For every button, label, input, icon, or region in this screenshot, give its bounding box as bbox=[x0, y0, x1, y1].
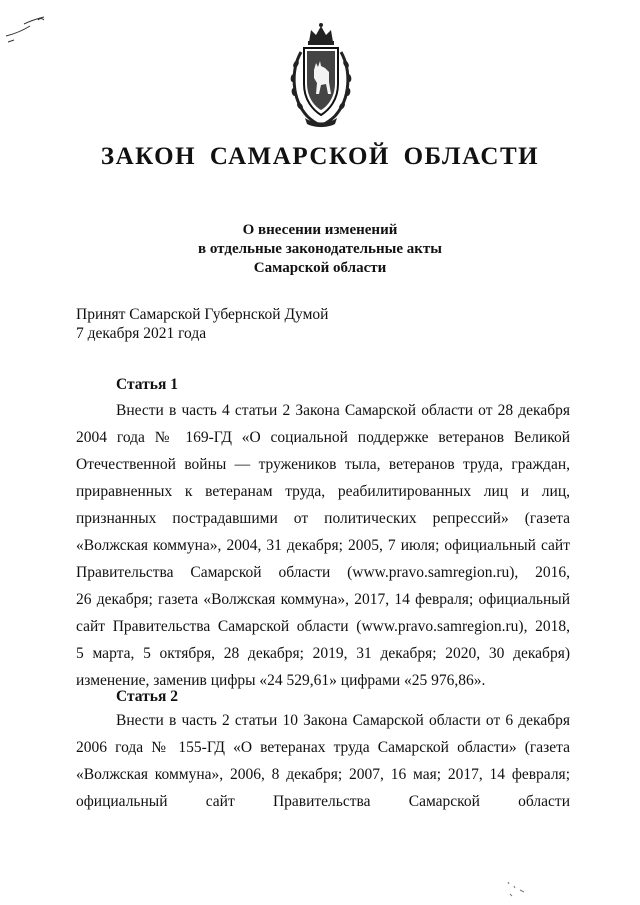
paragraph-line: «Волжская коммуна», 2004, 31 декабря; 2005, 7 июля; официальный сайт bbox=[76, 537, 570, 554]
law-subject bbox=[0, 221, 640, 278]
paragraph-line: официальный сайт Правительства Самарской области bbox=[76, 793, 570, 810]
adoption-info bbox=[76, 305, 328, 343]
paragraph-line: Внести в часть 4 статьи 2 Закона Самарской области от 28 декабря bbox=[116, 402, 570, 419]
paragraph-line: сайт Правительства Самарской области (www.pravo.samregion.ru), 2018, bbox=[76, 618, 570, 635]
article-2-heading: Статья 2 bbox=[116, 688, 178, 705]
article-1-heading: Статья 1 bbox=[116, 376, 178, 393]
adoption-body: Принят Самарской Губернской Думой bbox=[76, 306, 329, 323]
paragraph-line: 5 марта, 5 октября, 28 декабря; 2019, 31 декабря; 2020, 30 декабря) bbox=[76, 645, 570, 662]
paragraph-line: Внести в часть 2 статьи 10 Закона Самарской области от 6 декабря bbox=[116, 712, 570, 729]
paragraph-line: признанных пострадавшими от политических репрессий» (газета bbox=[76, 510, 570, 527]
handwritten-mark bbox=[4, 12, 48, 48]
subject-line: в отдельные законодательные акты bbox=[198, 241, 442, 257]
paragraph-line: 26 декабря; газета «Волжская коммуна», 2017, 14 февраля; официальный bbox=[76, 591, 570, 608]
paragraph-line: Отечественной войны — тружеников тыла, ветеранов труда, граждан, bbox=[76, 456, 570, 473]
paragraph-line: 2006 года № 155-ГД «О ветеранах труда Самарской области» (газета bbox=[76, 739, 570, 756]
subject-line: О внесении изменений bbox=[242, 222, 398, 238]
paragraph-line: приравненных к ветеранам труда, реабилитированных лиц и лиц, bbox=[76, 483, 570, 500]
subject-line: Самарской области bbox=[253, 260, 387, 276]
paragraph-line: Правительства Самарской области (www.pravo.samregion.ru), 2016, bbox=[76, 564, 570, 581]
paragraph-line: изменение, заменив цифры «24 529,61» цифрами «25 976,86». bbox=[76, 672, 486, 689]
paragraph-line: 2004 года № 169-ГД «О социальной поддержке ветеранов Великой bbox=[76, 429, 570, 446]
scan-speck-mark bbox=[500, 878, 540, 900]
adoption-date: 7 декабря 2021 года bbox=[76, 325, 207, 342]
coat-of-arms-emblem bbox=[285, 20, 357, 130]
paragraph-line: «Волжская коммуна», 2006, 8 декабря; 2007, 16 мая; 2017, 14 февраля; bbox=[76, 766, 570, 783]
article-1-body bbox=[76, 397, 570, 694]
article-2-body bbox=[76, 707, 570, 815]
law-title: ЗАКОН САМАРСКОЙ ОБЛАСТИ bbox=[100, 143, 540, 170]
